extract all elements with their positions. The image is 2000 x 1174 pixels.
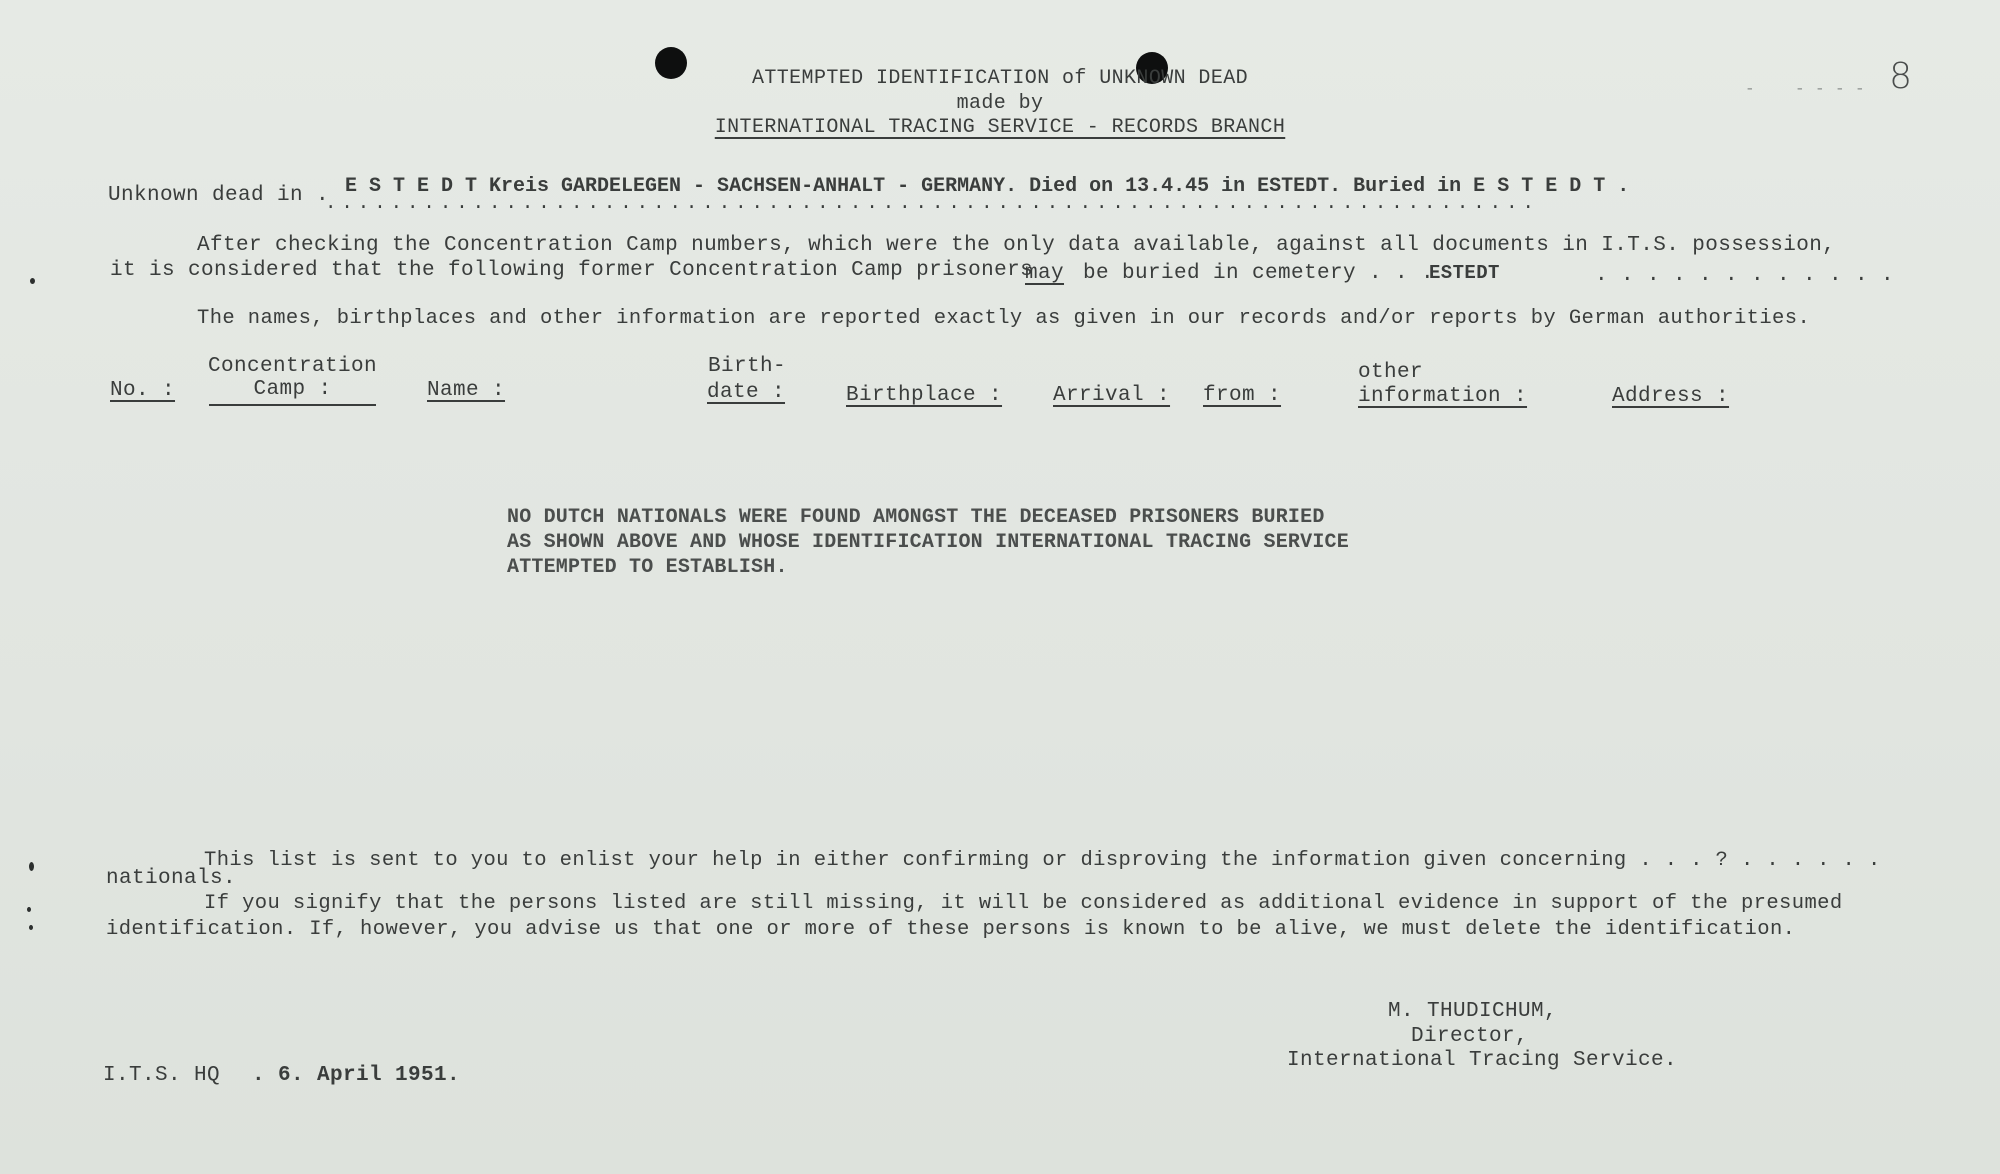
stamp-line-2: AS SHOWN ABOVE AND WHOSE IDENTIFICATION INTERNATIONAL TRACING SERVICE	[507, 531, 1349, 554]
margin-mark	[27, 907, 31, 912]
cemetery-name: ESTEDT	[1429, 262, 1500, 284]
signatory-name: M. THUDICHUM,	[1388, 1000, 1558, 1023]
location-dots: . . . . . . . . . . . . . . . . . . . . . . . . . . . . . . . . . . . . . . . . . . . . . . . . . . . . . . . . . . . . . . . . . . . . . . . . . .	[325, 192, 1531, 214]
margin-dash-marks: - - - - -	[1745, 80, 1866, 98]
header-from: from :	[1203, 384, 1282, 407]
made-by-text: made by	[956, 92, 1044, 115]
document-date: . 6. April 1951.	[252, 1064, 461, 1087]
location-details: E S T E D T Kreis GARDELEGEN - SACHSEN-ANHALT - GERMANY. Died on 13.4.45 in ESTEDT. Buried in E S T E D T .	[345, 175, 1630, 198]
margin-mark	[29, 925, 33, 930]
closing-line-1: This list is sent to you to enlist your help in either confirming or disproving the information given concerning . . . ? . . . . . .	[204, 849, 1881, 872]
closing-line-3: If you signify that the persons listed are still missing, it will be considered as additional evidence in support of the presumed	[204, 892, 1843, 915]
location-prefix: Unknown dead in .	[108, 184, 330, 207]
signatory-title: Director,	[1411, 1025, 1529, 1048]
header-birthdate: date :	[707, 381, 786, 404]
margin-mark	[30, 278, 35, 284]
stamp-line-3: ATTEMPTED TO ESTABLISH.	[507, 556, 788, 579]
header-camp: Camp :	[209, 379, 376, 406]
paragraph-2: The names, birthplaces and other information are reported exactly as given in our records and/or reports by German authorities.	[197, 307, 1811, 330]
hq-label: I.T.S. HQ	[103, 1064, 221, 1087]
document-title: ATTEMPTED IDENTIFICATION of UNKNOWN DEAD	[751, 67, 1249, 90]
paragraph-1-line-1: After checking the Concentration Camp numbers, which were the only data available, against all documents in I.T.S. possession,	[197, 234, 1836, 257]
paragraph-1-may: may	[1025, 262, 1065, 285]
header-no: No. :	[110, 379, 176, 402]
header-camp-top: Concentration	[208, 355, 378, 378]
header-arrival: Arrival :	[1053, 384, 1171, 407]
paragraph-1-line-2-pre: it is considered that the following former Concentration Camp prisoners	[110, 259, 1034, 282]
margin-mark	[29, 862, 34, 871]
signatory-organization: International Tracing Service.	[1287, 1049, 1678, 1072]
header-birthdate-top: Birth-	[708, 355, 787, 378]
paragraph-1-line-2-post: be buried in cemetery . . .	[1083, 262, 1435, 285]
page-number: 8	[1889, 56, 1912, 97]
header-other: information :	[1358, 385, 1528, 408]
header-birthplace: Birthplace :	[846, 384, 1003, 407]
header-address: Address :	[1612, 385, 1730, 408]
header-name: Name :	[427, 379, 506, 402]
stamp-line-1: NO DUTCH NATIONALS WERE FOUND AMONGST THE DECEASED PRISONERS BURIED	[507, 506, 1325, 529]
header-other-top: other	[1358, 361, 1424, 384]
closing-line-4: identification. If, however, you advise us that one or more of these persons is known to be alive, we must delete the identification.	[106, 918, 1796, 941]
paragraph-1-trailing-dots: . . . . . . . . . . . .	[1595, 264, 1895, 287]
closing-line-2: nationals.	[106, 867, 237, 890]
organization-title: INTERNATIONAL TRACING SERVICE - RECORDS BRANCH	[714, 116, 1286, 139]
